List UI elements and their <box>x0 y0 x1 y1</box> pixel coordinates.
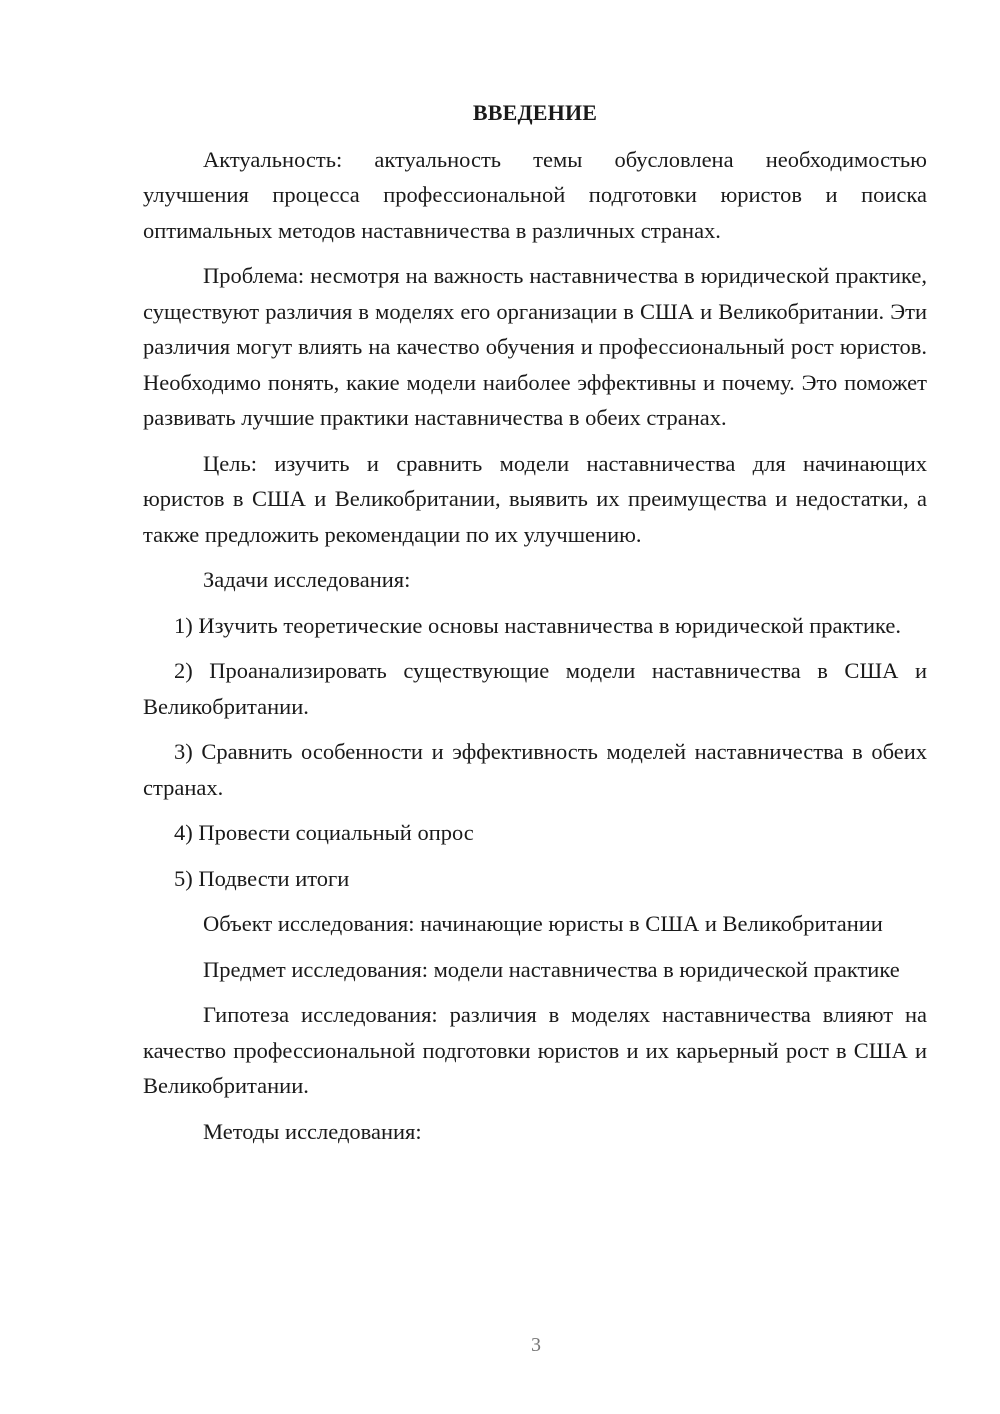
task-item-4: 4) Провести социальный опрос <box>174 820 474 845</box>
relevance-paragraph: Актуальность: актуальность темы обусловлена необходимостью улучшения процесса профессиональной подготовки юристов и поиска оптимальных методов наставничества в различных странах. <box>143 146 927 243</box>
tasks-heading: Задачи исследования: <box>203 567 411 592</box>
section-title: ВВЕДЕНИЕ <box>472 100 598 125</box>
task-item-1: 1) Изучить теоретические основы наставничества в юридической практике. <box>174 612 902 638</box>
document-body <box>143 95 927 1159</box>
methods-heading: Методы исследования: <box>203 1118 422 1144</box>
object-paragraph: Объект исследования: начинающие юристы в США и Великобритании <box>203 911 883 936</box>
problem-paragraph: Проблема: несмотря на важность наставничества в юридической практике, существуют различия в моделях его организации в США и Великобритании. Эти различия могут влиять на качество обучения и профессиональный рост юристов. Необходимо понять, какие модели наиболее эффективны и почему. Это поможет развивать лучшие практики наставничества в обеих странах. <box>143 263 927 430</box>
subject-paragraph: Предмет исследования: модели наставничества в юридической практике <box>203 956 900 982</box>
task-item-2: 2) Проанализировать существующие модели наставничества в США и Великобритании. <box>143 658 927 719</box>
page-number: 3 <box>531 1334 541 1356</box>
task-item-5: 5) Подвести итоги <box>174 865 350 891</box>
task-item-3: 3) Сравнить особенности и эффективность моделей наставничества в обеих странах. <box>143 739 927 800</box>
goal-paragraph: Цель: изучить и сравнить модели наставничества для начинающих юристов в США и Великобритании, выявить их преимущества и недостатки, а также предложить рекомендации по их улучшению. <box>143 450 927 547</box>
hypothesis-paragraph: Гипотеза исследования: различия в моделях наставничества влияют на качество профессиональной подготовки юристов и их карьерный рост в США и Великобритании. <box>143 1002 927 1098</box>
